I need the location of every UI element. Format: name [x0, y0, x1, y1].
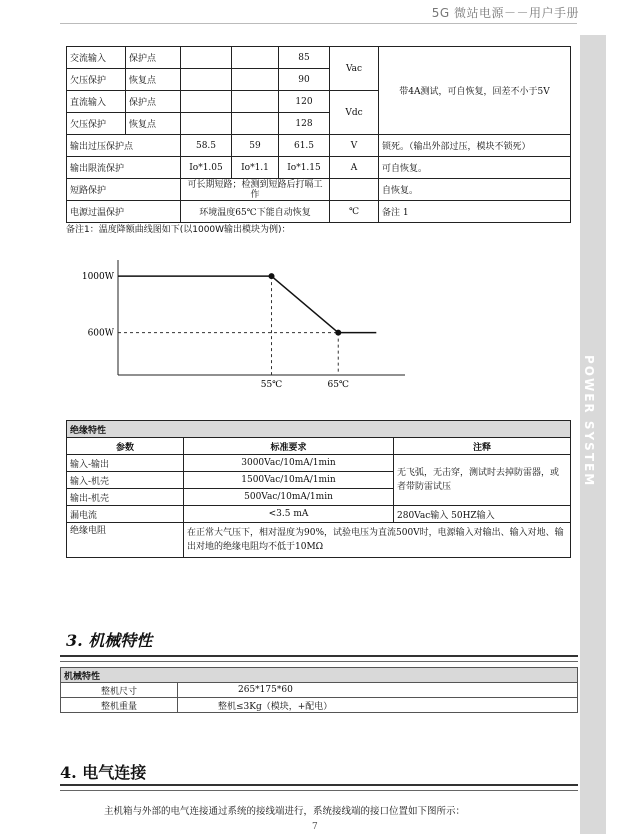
cell-v2: [232, 69, 279, 91]
cell-v2: Io*1.1: [232, 157, 279, 179]
cell-v2: [232, 113, 279, 135]
cell-name: 欠压保护: [67, 69, 126, 91]
insulation-table: [66, 420, 571, 558]
x-tick-label: 65℃: [327, 380, 350, 390]
cell-param: 恢复点: [126, 69, 181, 91]
cell-unit: Vdc: [330, 91, 379, 135]
side-banner-text: POWER SYSTEM: [582, 355, 596, 488]
cell-note: 锁死。（输出外部过压，模块不锁死）: [379, 135, 571, 157]
table-title: 绝缘特性: [67, 421, 571, 438]
cell-note: 备注 1: [379, 201, 571, 223]
cell-unit: Vac: [330, 47, 379, 91]
body-paragraph: 主机箱与外部的电气连接通过系统的接线端进行，系统接线端的接口位置如下图所示：: [104, 806, 466, 817]
cell-param: 输入-输出: [67, 455, 184, 472]
section-3-heading: 3. 机械特性: [66, 631, 153, 650]
cell-param: 整机重量: [61, 698, 178, 713]
cell-param: 保护点: [126, 47, 181, 69]
cell-req: 3000Vac/10mA/1min: [184, 455, 394, 472]
cell-v1: [181, 47, 232, 69]
point-55c: [269, 273, 275, 279]
cell-value: 265*175*60: [178, 683, 578, 698]
cell-note: 无飞弧，无击穿，测试时去掉防雷器，或者带防雷试压: [394, 455, 571, 506]
header-req: 标准要求: [184, 438, 394, 455]
cell-note: 带4A测试，可自恢复，回差不小于5V: [379, 47, 571, 135]
cell-param: 漏电流: [67, 506, 184, 523]
cell-param: 整机尺寸: [61, 683, 178, 698]
y-tick-label: 1000W: [81, 272, 114, 283]
cell-unit: V: [330, 135, 379, 157]
cell-note: 可自恢复。: [379, 157, 571, 179]
cell-req: 在正常大气压下，相对湿度为90%，试验电压为直流500V时，电源输入对输出、输入对地、输出对地的绝缘电阻均不低于10MΩ: [184, 523, 571, 558]
cell-v2: [232, 91, 279, 113]
cell-note: 280Vac输入 50HZ输入: [394, 506, 571, 523]
side-banner: [580, 35, 606, 834]
cell-req: 500Vac/10mA/1min: [184, 489, 394, 506]
cell-v3: 61.5: [279, 135, 330, 157]
cell-param: 输入-机壳: [67, 472, 184, 489]
curve-slope: [272, 276, 339, 332]
cell-v1: [181, 113, 232, 135]
section-4-heading: 4. 电气连接: [60, 763, 147, 782]
cell-v1: 58.5: [181, 135, 232, 157]
header-note: 注释: [394, 438, 571, 455]
cell-name: 电源过温保护: [67, 201, 181, 223]
page-number: 7: [312, 822, 318, 832]
cell-name: 交流输入: [67, 47, 126, 69]
cell-name: 输出限流保护: [67, 157, 181, 179]
cell-unit: ℃: [330, 201, 379, 223]
page-header-title: 5G 微站电源－－用户手册: [431, 6, 579, 20]
cell-param: 输出-机壳: [67, 489, 184, 506]
cell-name: 欠压保护: [67, 113, 126, 135]
cell-param: 保护点: [126, 91, 181, 113]
cell-param: 恢复点: [126, 113, 181, 135]
cell-unit: [330, 179, 379, 201]
cell-v1: [181, 69, 232, 91]
cell-unit: A: [330, 157, 379, 179]
cell-v3: 120: [279, 91, 330, 113]
mechanical-table: [60, 667, 578, 713]
cell-v2: 59: [232, 135, 279, 157]
cell-merged: 可长期短路；检测到短路后打嗝工作: [181, 179, 330, 201]
cell-name: 直流输入: [67, 91, 126, 113]
x-tick-label: 55℃: [260, 380, 283, 390]
cell-value: 整机≤3Kg（模块，+配电）: [178, 698, 578, 713]
derating-chart: [80, 250, 410, 400]
cell-v1: [181, 91, 232, 113]
cell-merged: 环境温度65℃下能自动恢复: [181, 201, 330, 223]
cell-v3: Io*1.15: [279, 157, 330, 179]
y-tick-label: 600W: [87, 328, 114, 339]
section-3-rule: [60, 655, 578, 662]
point-65c: [335, 330, 341, 336]
protection-table: [66, 46, 571, 223]
cell-note: 自恢复。: [379, 179, 571, 201]
cell-req: <3.5 mA: [184, 506, 394, 523]
header-divider: [60, 23, 577, 24]
note-1: 备注1：温度降额曲线图如下(以1000W输出模块为例)：: [66, 225, 291, 235]
cell-v1: Io*1.05: [181, 157, 232, 179]
cell-param: 绝缘电阻: [67, 523, 184, 558]
cell-v3: 128: [279, 113, 330, 135]
section-4-rule: [60, 784, 578, 791]
cell-name: 输出过压保护点: [67, 135, 181, 157]
cell-v2: [232, 47, 279, 69]
table-title: 机械特性: [61, 668, 578, 683]
cell-name: 短路保护: [67, 179, 181, 201]
cell-req: 1500Vac/10mA/1min: [184, 472, 394, 489]
cell-v3: 90: [279, 69, 330, 91]
cell-v3: 85: [279, 47, 330, 69]
header-param: 参数: [67, 438, 184, 455]
